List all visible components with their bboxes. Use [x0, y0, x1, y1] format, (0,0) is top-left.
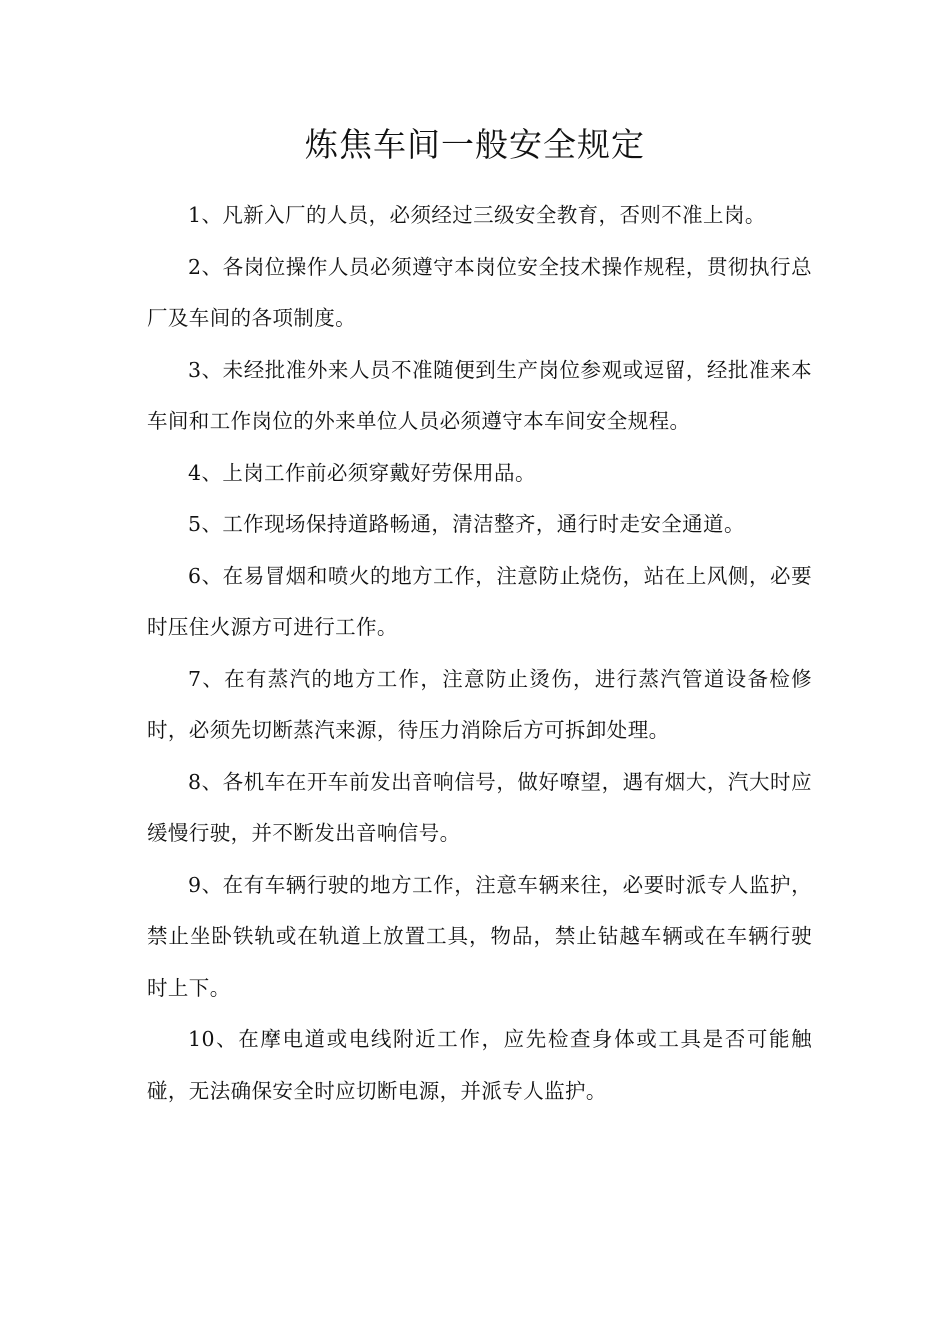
- rule-paragraph-2: 2、各岗位操作人员必须遵守本岗位安全技术操作规程，贯彻执行总厂及车间的各项制度。: [147, 254, 812, 330]
- document-title: 炼焦车间一般安全规定: [305, 125, 645, 164]
- rule-paragraph-1: 1、凡新入厂的人员，必须经过三级安全教育，否则不准上岗。: [188, 203, 766, 227]
- rule-paragraph-4: 4、上岗工作前必须穿戴好劳保用品。: [188, 460, 536, 485]
- rule-paragraph-6: 6、在易冒烟和喷火的地方工作，注意防止烧伤，站在上风侧，必要时压住火源方可进行工作。: [147, 563, 812, 639]
- rule-paragraph-8: 8、各机车在开车前发出音响信号，做好嘹望，遇有烟大，汽大时应缓慢行驶，并不断发出音响信号。: [147, 769, 812, 845]
- document-body: [147, 190, 812, 1117]
- rule-paragraph-5: 5、工作现场保持道路畅通，清洁整齐，通行时走安全通道。: [188, 512, 745, 536]
- rule-paragraph-10: 10、在摩电道或电线附近工作，应先检查身体或工具是否可能触碰，无法确保安全时应切断电源，并派专人监护。: [147, 1027, 812, 1103]
- rule-paragraph-9: 9、在有车辆行驶的地方工作，注意车辆来往，必要时派专人监护，禁止坐卧铁轨或在轨道上放置工具，物品，禁止钻越车辆或在车辆行驶时上下。: [147, 872, 812, 1000]
- rule-paragraph-3: 3、未经批准外来人员不准随便到生产岗位参观或逗留，经批准来本车间和工作岗位的外来单位人员必须遵守本车间安全规程。: [147, 357, 812, 433]
- rule-paragraph-7: 7、在有蒸汽的地方工作，注意防止烫伤，进行蒸汽管道设备检修时，必须先切断蒸汽来源，待压力消除后方可拆卸处理。: [147, 666, 812, 742]
